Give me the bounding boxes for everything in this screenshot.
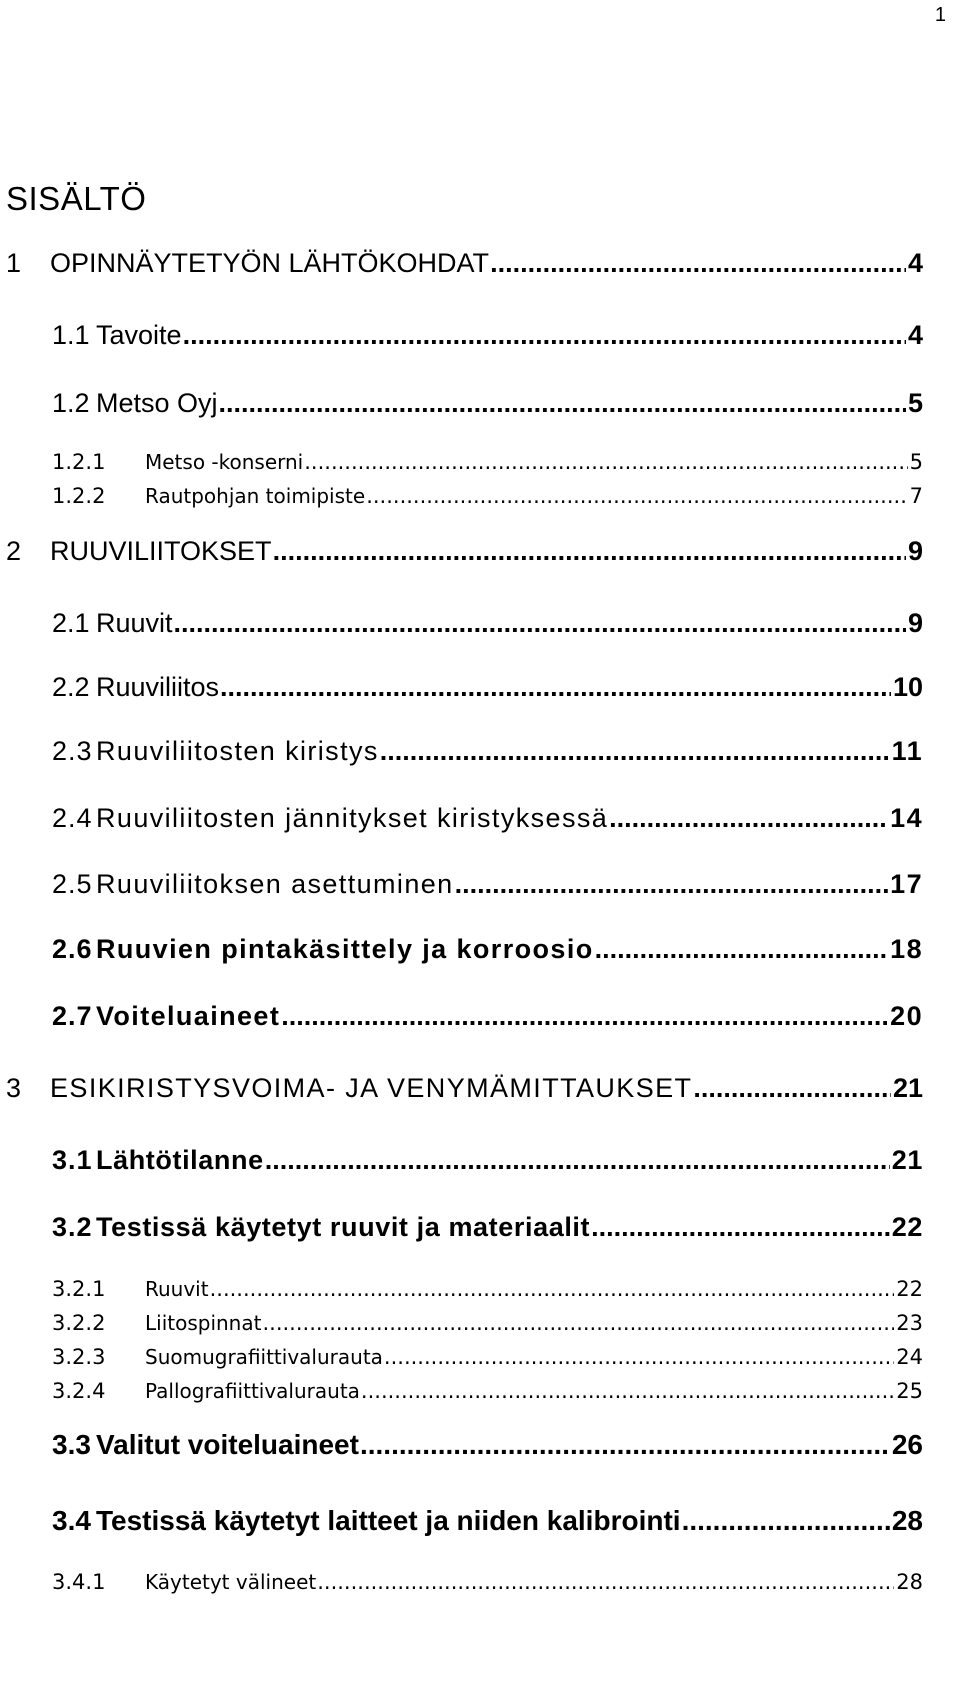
toc-entry-page: 22 bbox=[891, 1212, 923, 1242]
toc-entry-2[interactable] bbox=[6, 536, 923, 567]
toc-entry-number: 3.2.1 bbox=[52, 1277, 106, 1301]
toc-entry-title: Valitut voiteluaineet bbox=[96, 1429, 359, 1460]
toc-leader-dots bbox=[281, 1001, 888, 1032]
toc-entry-title: Suomugrafiittivalurauta bbox=[145, 1345, 383, 1369]
toc-entry-page: 26 bbox=[891, 1429, 923, 1460]
toc-entry-1-2[interactable] bbox=[52, 388, 923, 419]
toc-entry-number: 1.2.2 bbox=[52, 484, 106, 508]
toc-entry-3-1[interactable] bbox=[52, 1145, 923, 1176]
toc-entry-page: 9 bbox=[907, 608, 923, 638]
toc-entry-number: 3.3 bbox=[52, 1429, 91, 1460]
toc-entry-page: 24 bbox=[896, 1345, 923, 1369]
toc-leader-dots bbox=[219, 388, 906, 419]
toc-entry-title: Ruuvit bbox=[96, 608, 173, 638]
toc-entry-2-5[interactable] bbox=[52, 869, 923, 900]
toc-entry-page: 28 bbox=[896, 1570, 923, 1594]
toc-leader-dots bbox=[360, 1429, 890, 1461]
toc-entry-2-6[interactable] bbox=[52, 934, 923, 965]
toc-entry-page: 21 bbox=[892, 1073, 923, 1103]
toc-entry-page: 4 bbox=[907, 248, 923, 278]
toc-entry-page: 20 bbox=[890, 1001, 923, 1031]
toc-entry-number: 3.2 bbox=[52, 1212, 93, 1242]
toc-entry-number: 3.2.4 bbox=[52, 1379, 106, 1403]
toc-entry-number: 2.6 bbox=[52, 934, 93, 964]
toc-entry-1-1[interactable] bbox=[52, 320, 923, 351]
toc-entry-title: Testissä käytetyt laitteet ja niiden kalibrointi bbox=[96, 1505, 681, 1536]
toc-entry-number: 2.7 bbox=[52, 1001, 93, 1031]
toc-entry-3-2-4[interactable] bbox=[52, 1379, 923, 1403]
toc-entry-title: Rautpohjan toimipiste bbox=[145, 484, 366, 508]
toc-entry-page: 22 bbox=[896, 1277, 923, 1301]
toc-entry-number: 1.2 bbox=[52, 388, 90, 418]
toc-entry-number: 3.4 bbox=[52, 1505, 91, 1536]
toc-leader-dots bbox=[361, 1379, 894, 1403]
toc-entry-3-2[interactable] bbox=[52, 1212, 923, 1243]
toc-entry-page: 9 bbox=[907, 536, 923, 566]
toc-entry-number: 2 bbox=[6, 536, 22, 566]
toc-entry-number: 3.1 bbox=[52, 1145, 93, 1175]
toc-leader-dots bbox=[595, 934, 889, 965]
toc-entry-page: 10 bbox=[892, 672, 923, 702]
toc-leader-dots bbox=[220, 672, 891, 703]
toc-entry-page: 14 bbox=[890, 803, 923, 833]
toc-entry-title: Ruuviliitosten kiristys bbox=[96, 736, 379, 766]
toc-entry-title: Pallografiittivalurauta bbox=[145, 1379, 360, 1403]
toc-entry-1[interactable] bbox=[6, 248, 923, 279]
toc-entry-3[interactable] bbox=[6, 1073, 923, 1104]
toc-entry-number: 2.4 bbox=[52, 803, 93, 833]
page-number: 1 bbox=[934, 4, 946, 26]
toc-entry-2-7[interactable] bbox=[52, 1001, 923, 1032]
toc-entry-3-4-1[interactable] bbox=[52, 1570, 923, 1594]
toc-entry-3-2-3[interactable] bbox=[52, 1345, 923, 1369]
toc-entry-page: 5 bbox=[909, 450, 923, 474]
toc-entry-title: Ruuvit bbox=[145, 1277, 209, 1301]
toc-leader-dots bbox=[455, 869, 889, 900]
toc-entry-title: RUUVILIITOKSET bbox=[50, 536, 272, 566]
toc-leader-dots bbox=[265, 1145, 890, 1176]
toc-entry-title: Ruuviliitos bbox=[96, 672, 220, 702]
toc-entry-2-2[interactable] bbox=[52, 672, 923, 703]
toc-entry-page: 7 bbox=[909, 484, 923, 508]
toc-entry-page: 21 bbox=[891, 1145, 923, 1175]
toc-entry-2-1[interactable] bbox=[52, 608, 923, 639]
toc-entry-title: Lähtötilanne bbox=[96, 1145, 264, 1175]
toc-entry-title: Liitospinnat bbox=[145, 1311, 262, 1335]
toc-entry-page: 25 bbox=[896, 1379, 923, 1403]
toc-entry-title: Testissä käytetyt ruuvit ja materiaalit bbox=[96, 1212, 591, 1242]
toc-leader-dots bbox=[384, 1345, 894, 1369]
toc-entry-page: 4 bbox=[907, 320, 923, 350]
toc-entry-title: Metso -konserni bbox=[145, 450, 304, 474]
toc-leader-dots bbox=[682, 1505, 890, 1537]
toc-entry-page: 11 bbox=[891, 736, 923, 766]
toc-leader-dots bbox=[273, 536, 906, 567]
toc-entry-page: 18 bbox=[890, 934, 923, 964]
toc-entry-title: Ruuviliitoksen asettuminen bbox=[96, 869, 454, 899]
toc-entry-title: Ruuviliitosten jännitykset kiristyksessä bbox=[96, 803, 609, 833]
toc-entry-number: 1 bbox=[6, 248, 22, 278]
toc-leader-dots bbox=[210, 1277, 895, 1301]
toc-entry-page: 28 bbox=[891, 1505, 923, 1536]
toc-entry-2-3[interactable] bbox=[52, 736, 923, 767]
toc-leader-dots bbox=[693, 1073, 891, 1104]
toc-entry-title: OPINNÄYTETYÖN LÄHTÖKOHDAT bbox=[50, 248, 490, 278]
toc-entry-number: 3.4.1 bbox=[52, 1570, 106, 1594]
toc-leader-dots bbox=[174, 608, 906, 639]
toc-entry-title: Metso Oyj bbox=[96, 388, 218, 418]
toc-entry-2-4[interactable] bbox=[52, 803, 923, 834]
toc-entry-3-3[interactable] bbox=[52, 1429, 923, 1461]
toc-entry-3-4[interactable] bbox=[52, 1505, 923, 1537]
toc-entry-number: 3.2.3 bbox=[52, 1345, 106, 1369]
toc-title: SISÄLTÖ bbox=[6, 180, 147, 217]
toc-entry-title: ESIKIRISTYSVOIMA- JA VENYMÄMITTAUKSET bbox=[50, 1073, 693, 1103]
toc-leader-dots bbox=[366, 484, 907, 508]
toc-entry-title: Käytetyt välineet bbox=[145, 1570, 317, 1594]
toc-leader-dots bbox=[490, 248, 906, 279]
toc-entry-number: 3.2.2 bbox=[52, 1311, 106, 1335]
toc-entry-number: 2.5 bbox=[52, 869, 93, 899]
toc-entry-page: 5 bbox=[907, 388, 923, 418]
toc-leader-dots bbox=[609, 803, 888, 834]
toc-entry-number: 2.1 bbox=[52, 608, 90, 638]
toc-entry-page: 23 bbox=[896, 1311, 923, 1335]
toc-entry-title: Tavoite bbox=[96, 320, 182, 350]
toc-leader-dots bbox=[380, 736, 890, 767]
toc-entry-number: 2.3 bbox=[52, 736, 93, 766]
toc-leader-dots bbox=[591, 1212, 890, 1243]
toc-leader-dots bbox=[304, 450, 907, 474]
toc-entry-title: Voiteluaineet bbox=[96, 1001, 281, 1031]
toc-entry-number: 1.2.1 bbox=[52, 450, 106, 474]
toc-leader-dots bbox=[262, 1311, 894, 1335]
toc-entry-title: Ruuvien pintakäsittely ja korroosio bbox=[96, 934, 594, 964]
toc-entry-3-2-2[interactable] bbox=[52, 1311, 923, 1335]
toc-entry-page: 17 bbox=[890, 869, 923, 899]
toc-entry-3-2-1[interactable] bbox=[52, 1277, 923, 1301]
toc-leader-dots bbox=[317, 1570, 894, 1594]
toc-entry-number: 1.1 bbox=[52, 320, 90, 350]
toc-leader-dots bbox=[183, 320, 906, 351]
toc-entry-number: 2.2 bbox=[52, 672, 90, 702]
toc-entry-1-2-2[interactable] bbox=[52, 484, 923, 508]
toc-entry-number: 3 bbox=[6, 1073, 23, 1103]
toc-entry-1-2-1[interactable] bbox=[52, 450, 923, 474]
